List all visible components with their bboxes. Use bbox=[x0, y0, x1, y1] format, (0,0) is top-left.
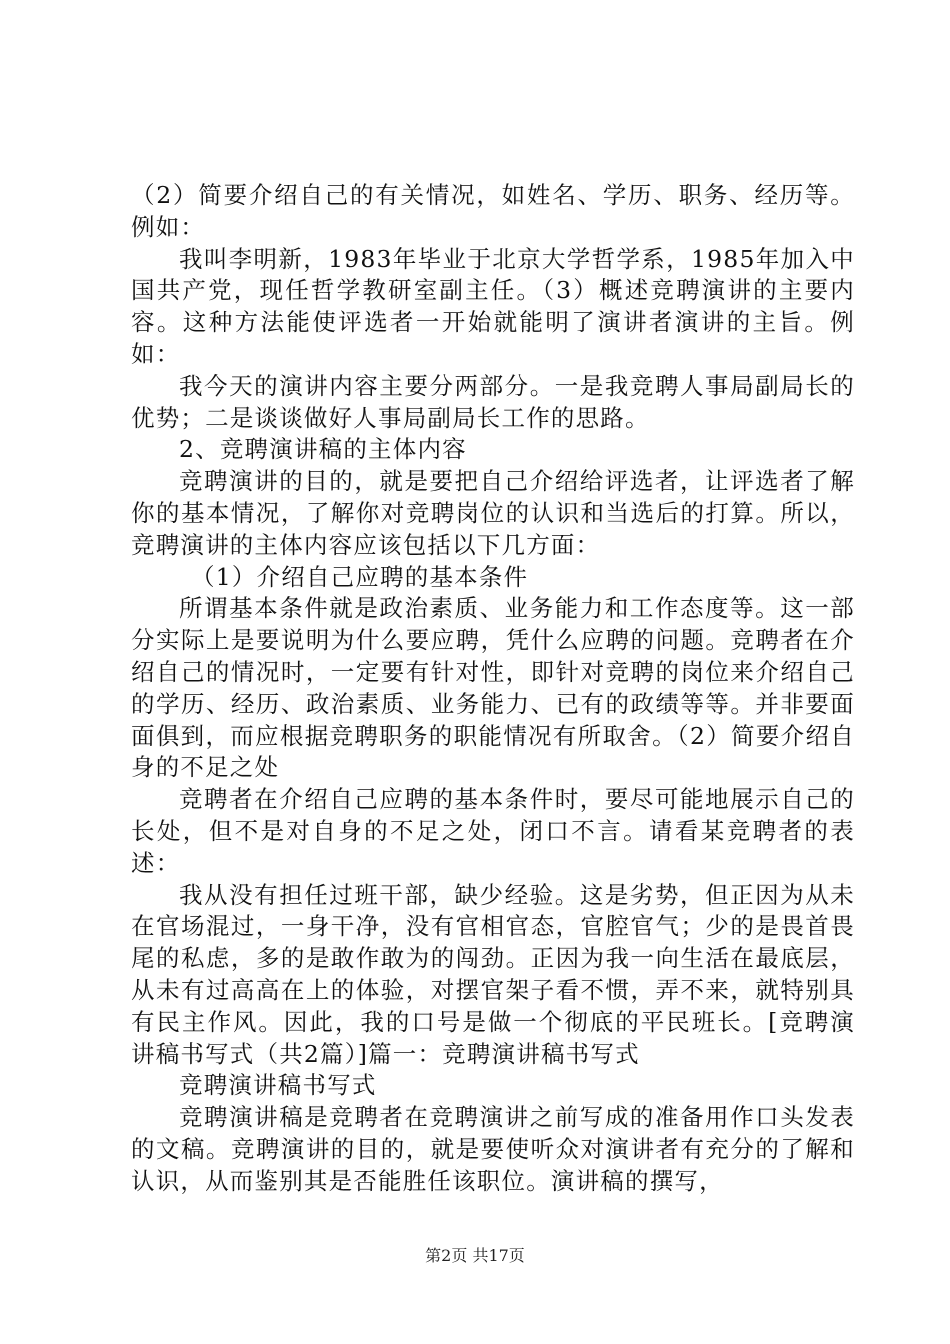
paragraph-intro-item-2: （2）简要介绍自己的有关情况，如姓名、学历、职务、经历等。例如： bbox=[131, 181, 855, 241]
paragraph-definition: 竞聘演讲稿是竞聘者在竞聘演讲之前写成的准备用作口头发表的文稿。竞聘演讲的目的，就是要使听众对演讲者有充分的了解和认识，从而鉴别其是否能胜任该职位。演讲稿的撰写， bbox=[131, 1103, 855, 1195]
paragraph-example-content: 我今天的演讲内容主要分两部分。一是我竞聘人事局副局长的优势；二是谈谈做好人事局副局长工作的思路。 bbox=[131, 371, 855, 432]
paragraph-purpose: 竞聘演讲的目的，就是要把自己介绍给评选者，让评选者了解你的基本情况，了解你对竞聘岗位的认识和当选后的打算。所以，竞聘演讲的主体内容应该包括以下几方面： bbox=[131, 467, 855, 559]
section-heading-main-body: 2、竞聘演讲稿的主体内容 bbox=[179, 435, 467, 464]
subheading-basic-conditions: （1）介绍自己应聘的基本条件 bbox=[191, 562, 529, 591]
paragraph-basic-conditions: 所谓基本条件就是政治素质、业务能力和工作态度等。这一部分实际上是要说明为什么要应聘，凭什么应聘的问题。竞聘者在介绍自己的情况时，一定要有针对性，即针对竞聘的岗位来介绍自己的学历、经历、政治素质、业务能力、已有的政绩等等。并非要面面俱到，而应根据竞聘职务的职能情况有所取舍。（2）简要介绍自身的不足之处 bbox=[131, 594, 855, 782]
paragraph-shortcomings: 竞聘者在介绍自己应聘的基本条件时，要尽可能地展示自己的长处，但不是对自身的不足之处，闭口不言。请看某竞聘者的表述： bbox=[131, 785, 855, 877]
paragraph-example-name: 我叫李明新，1983年毕业于北京大学哲学系，1985年加入中国共产党，现任哲学教研室副主任。（3）概述竞聘演讲的主要内容。这种方法能使评选者一开始就能明了演讲者演讲的主旨。例如： bbox=[131, 244, 855, 368]
document-body bbox=[131, 180, 855, 1198]
page-number-footer: 第2页 共17页 bbox=[425, 1246, 525, 1265]
paragraph-title-repeat: 竞聘演讲稿书写式 bbox=[179, 1071, 377, 1100]
paragraph-example-statement: 我从没有担任过班干部，缺少经验。这是劣势，但正因为从未在官场混过，一身干净，没有官相官态，官腔官气；少的是畏首畏尾的私虑，多的是敢作敢为的闯劲。正因为我一向生活在最底层，从未有过高高在上的体验，对摆官架子看不惯，弄不来，就特别具有民主作风。因此，我的口号是做一个彻底的平民班长。[竞聘演讲稿书写式（共2篇）]篇一：竞聘演讲稿书写式 bbox=[131, 880, 855, 1068]
